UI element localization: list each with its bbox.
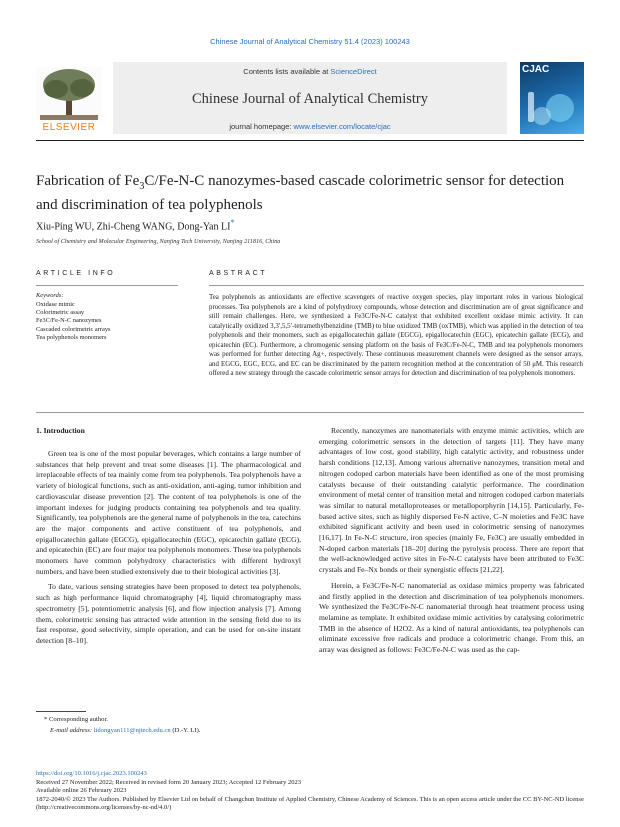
- article-info-rule: [36, 285, 178, 286]
- contents-prefix: Contents lists available at: [243, 67, 331, 76]
- abstract-bottom-rule: [36, 412, 584, 413]
- homepage-line: [113, 122, 507, 131]
- email-label: E-mail address:: [50, 727, 94, 734]
- title-part-2: C/Fe-N-C nanozymes-based cascade colorimetric sensor for detection and discrimination of tea polyphenols: [36, 173, 565, 213]
- elsevier-wordmark: ELSEVIER: [42, 122, 96, 133]
- intro-paragraph: Recently, nanozymes are nanomaterials with enzyme mimic activities, which are emerging colorimetric sensors in the detection of targets [11]. They have many advantages of low cost, good stability, high catalytic activity, and robustness under harsh conditions [12,13]. Among various alternative nanozymes, transition metal and nitrogen codoped carbon materials have been identified as one of the most promising catalysts because of their outstanding catalytic performance. The coordination environment of metal center of transition metal and nitrogen codoped carbon materials was similar to natural metalloproteases or metalloporphyrin [14,15]. Particularly, Fe-based active sites, such as highly dispersed Fe-N active, C–N moieties and Fe3C have exhibited significant activity and been used in colorimetric sensing of nanozymes [16,17]. In Fe-N-C structure, iron species (mainly Fe, Fe3C) are usually embedded in N-doped carbon materials [18–20] during the pyrolysis process. There are report that the well-acknowledged active sites in Fe-N-C catalysts have been attributed to Fe3C crystals and Fe–Nx bonds or their synergistic effects [21,22].: [319, 426, 584, 575]
- authors-text: Xiu-Ping WU, Zhi-Cheng WANG, Dong-Yan LI: [36, 221, 231, 233]
- email-suffix: (D.-Y. LI).: [170, 727, 201, 734]
- intro-paragraph: Herein, a Fe3C/Fe-N-C nanomaterial as oxidase mimics property was fabricated and firstly applied in the detection and discrimination of tea polyphenols monomers. We synthesized the Fe3C/Fe-N-C nanomaterial through heat treatment process using melamine as template. It exhibited oxidase mimic activities by catalysing colorimetric TMB in the absence of H2O2. As a kind of natural antioxidants, tea polyphenols can eliminate excessive free radicals and produce a colorimetric change. From this, an array was designed as follows: Fe3C/Fe-N-C was used as the cap-: [319, 580, 584, 655]
- abstract-text: Tea polyphenols as antioxidants are effective scavengers of reactive oxygen species, play important roles in various biological processes. Tea polyphenols are a kind of polyhydroxy compounds, whose detection and discrimination are of great significance and still remain challenges. Here, we synthesized a Fe3C/Fe-N-C catalyst that exhibited excellent oxidase mimic activity. It can catalytically oxidized 3,3′,5,5′-tetramethylbenzidine (TMB) to blue oxidized TMB (oxTMB), which was applied in the detection of tea polyphenols and their monomers, such as epigallocatechin gallate (EGCG), epigallocatechin (EGC), epicatechin gallate (ECG), and epicatechin (EC). Furthermore, a chromogenic sensing platform on the basis of Fe3C/Fe-N-C, TMB and tea polyphenols monomers was performed for further detecting Ag+, respectively. These continuous measurement channels were designed as the sensor arrays, and EGCG, EGC, ECG, and EC can be discriminated by the pattern recognition method at the concentration of 50 μM. This research offered a new strategy through the cascade colorimetric sensor arrays for detection and discrimination of tea polyphenols monomers.: [209, 294, 583, 377]
- abstract-rule: [209, 285, 584, 286]
- corresponding-label: Corresponding author.: [48, 716, 108, 723]
- author-list: [36, 218, 235, 232]
- publication-info: [36, 770, 584, 813]
- right-column: [319, 426, 584, 656]
- intro-paragraph: Green tea is one of the most popular beverages, which contains a large number of substances that help prevent and treat some diseases [1]. The pharmacological and irreplaceable effects of tea mainly come from tea polyphenols. Tea polyphenols have a variety of biological functions, such as anti-oxidation, anti-aging, tumor inhibition and cardiovascular disease prevention [2]. The content of tea polyphenols is one of the important indexes for judging products containing tea polyphenols and tea quality. Significantly, tea polyphenols are the general name of polyphenols in the tea, catechins are the major components and active constituent of tea polyphenols, and epigallocatechin gallate (EGCG), epigallocatechin (EGC), epicatechin gallate (ECG), and epicatechin (EC) are four major tea polyphenols monomers. These tea polyphenols monomers have common polyhydroxy characteristics with different hydroxyl numbers, and have been studied extensively due to their biological activities [3].: [36, 449, 301, 576]
- title-subscript: 3: [139, 181, 145, 192]
- homepage-link[interactable]: www.elsevier.com/locate/cjac: [293, 122, 391, 131]
- footnote-corresponding: [44, 716, 108, 723]
- copyright-notice: 1872-2040/© 2023 The Authors. Published by Elsevier Ltd on behalf of Changchun Institute of Applied Chemistry, Chinese Academy of Sciences. This is an open access article under the CC BY-NC-ND license (http://creativecommons.org/licenses/by-nc-nd/4.0/): [36, 795, 584, 812]
- affiliation: School of Chemistry and Molecular Engineering, Nanjing Tech University, Nanjing 211816, China: [36, 238, 281, 245]
- contents-line: [113, 67, 507, 76]
- homepage-prefix: journal homepage:: [229, 122, 294, 131]
- cover-title: CJAC: [522, 64, 550, 75]
- doi-link[interactable]: https://doi.org/10.1016/j.cjac.2023.100243: [36, 770, 147, 777]
- keyword-item: Fe3C/Fe-N-C nanozymes: [36, 317, 102, 325]
- keyword-item: Colorimetric assay: [36, 309, 85, 317]
- footnote-mark: *: [44, 716, 49, 723]
- introduction-heading: 1. Introduction: [36, 426, 85, 435]
- journal-reference[interactable]: Chinese Journal of Analytical Chemistry 51.4 (2023) 100243: [210, 37, 410, 46]
- title-part-1: Fabrication of Fe: [36, 173, 140, 189]
- header-divider: [36, 140, 584, 141]
- journal-title: Chinese Journal of Analytical Chemistry: [192, 91, 428, 107]
- keywords-label: Keywords:: [36, 292, 64, 299]
- keyword-item: Tea polyphenols monomers: [36, 333, 107, 341]
- keywords-list: [36, 301, 111, 342]
- received-dates: Received 27 November 2022; Received in revised form 20 January 2023; Accepted 12 February 2023: [36, 778, 301, 786]
- footnote-email-line: [50, 727, 200, 734]
- left-column: [36, 449, 301, 647]
- article-info-heading: ARTICLE INFO: [36, 270, 116, 277]
- corresponding-author-mark[interactable]: *: [230, 218, 235, 227]
- sciencedirect-link[interactable]: ScienceDirect: [330, 67, 377, 76]
- available-online: Available online 26 February 2023: [36, 787, 127, 795]
- email-link[interactable]: lidongyan111@njtech.edu.cn: [93, 727, 171, 734]
- abstract-heading: ABSTRACT: [209, 270, 268, 277]
- article-title: [36, 172, 584, 215]
- keyword-item: Oxidase mimic: [36, 301, 75, 308]
- keyword-item: Cascaded colorimetric arrays: [36, 325, 111, 333]
- footnote-rule: [36, 711, 86, 712]
- intro-paragraph: To date, various sensing strategies have been proposed to detect tea polyphenols, such as high performance liquid chromatography [4], liquid chromatography mass spectrometry [5], potentiometric analysis [6], and flow injection analysis [7]. Among them, colorimetric sensing has attracted wide attention in the sensing field due to its fast response, good selectivity, simple operation, and can be used for on-site instant detection [8–10].: [36, 582, 301, 645]
